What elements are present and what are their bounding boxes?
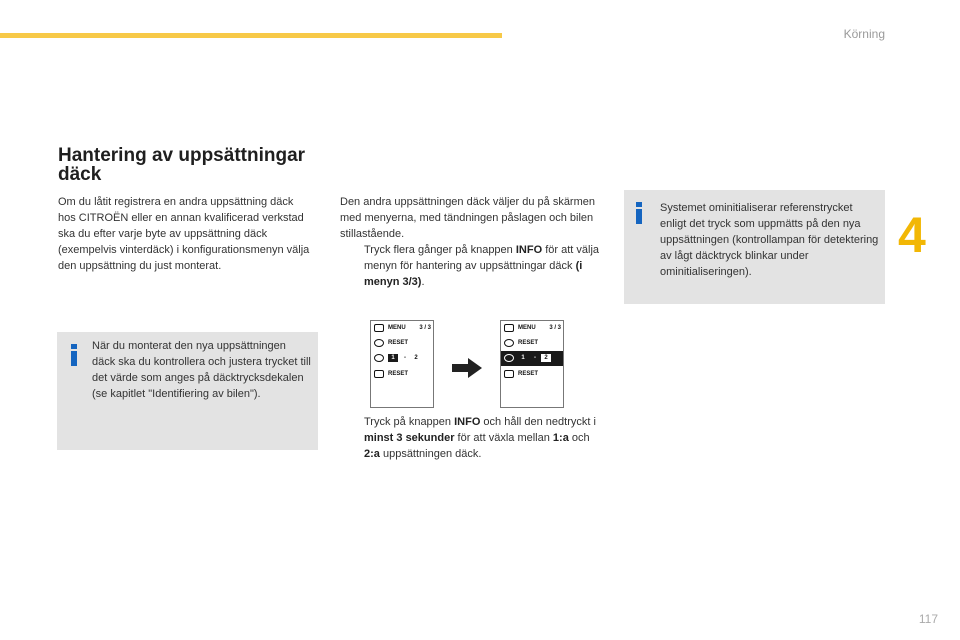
arrow-right-icon — [452, 358, 482, 378]
screen-reset-row-2: RESET — [371, 367, 433, 382]
info-right-text: Systemet ominitialiserar referenstrycket enligt det tryck som uppmätts på den nya uppsättningen (kontrollampan för detektering av lågt däcktryck blinkar under ominitialiseringen). — [660, 202, 879, 278]
screen-set-row: 1 - 2 — [501, 351, 563, 366]
screen-reset-row: RESET — [371, 336, 433, 351]
screen-menu-row: MENU 3 / 3 — [371, 321, 433, 336]
display-screen-before — [370, 320, 434, 408]
screen-reset-row-2: RESET — [501, 367, 563, 382]
column2-intro: Den andra uppsättningen däck väljer du på skärmen med menyerna, med tändningen påslagen och bilen stillastående. — [340, 196, 595, 240]
tyre-icon — [504, 354, 514, 362]
step-1-text: Tryck flera gånger på knappen INFO för att välja menyn för hantering av uppsättningar däck (i menyn 3/3). — [364, 244, 599, 288]
display-screen-after — [500, 320, 564, 408]
page-number: 117 — [918, 612, 938, 626]
screen-menu-row: MENU 3 / 3 — [501, 321, 563, 336]
section-label: Körning — [843, 27, 885, 41]
info-box-right — [624, 190, 885, 304]
tyre-icon — [374, 354, 384, 362]
page-title: Hantering av uppsättningar däck — [58, 145, 306, 185]
car-icon — [374, 370, 384, 378]
info-icon — [71, 344, 77, 366]
screen-reset-row: RESET — [501, 336, 563, 351]
chapter-number: 4 — [898, 207, 926, 263]
screen-set-row: 1 - 2 — [371, 351, 433, 366]
info-icon — [636, 202, 642, 224]
tyre-icon — [374, 339, 384, 347]
intro-paragraph: Om du låtit registrera en andra uppsättning däck hos CITROËN eller en annan kvalificerad verkstad ska du efter varje byte av uppsättning däck (exempelvis vinterdäck) i konfigurationsmenyn välja den uppsättning du just monterat. — [58, 196, 310, 272]
car-icon — [504, 370, 514, 378]
tyre-icon — [504, 339, 514, 347]
header-accent-bar — [0, 33, 502, 38]
menu-icon — [504, 324, 514, 332]
step-2-text: Tryck på knappen INFO och håll den nedtryckt i minst 3 sekunder för att växla mellan 1:a och 2:a uppsättningen däck. — [364, 416, 596, 460]
info-box-left — [57, 332, 318, 450]
step-2 — [340, 414, 610, 464]
step-1 — [340, 242, 610, 292]
info-left-text: När du monterat den nya uppsättningen däck ska du kontrollera och justera trycket till det värde som anges på däcktrycksdekalen (se kapitlet "Identifiering av bilen"). — [92, 340, 311, 400]
menu-icon — [374, 324, 384, 332]
